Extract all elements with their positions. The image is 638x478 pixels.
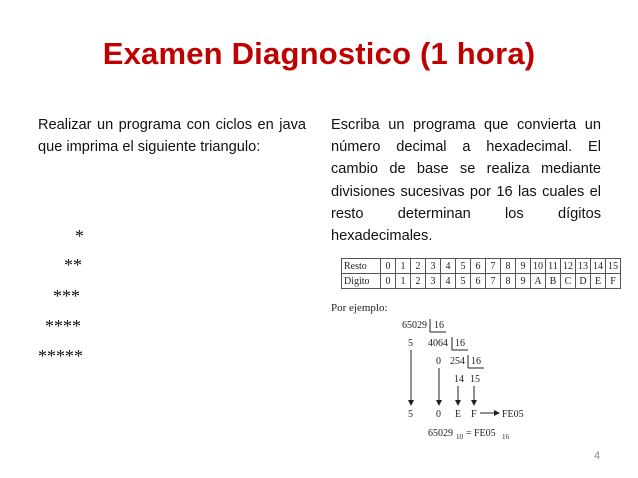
- example-label: Por ejemplo:: [331, 302, 388, 314]
- table-cell: A: [531, 274, 546, 289]
- triangle-row-5: *****: [38, 346, 83, 366]
- table-cell: C: [561, 274, 576, 289]
- division-divisor-1: 16: [434, 320, 444, 331]
- table-cell: 10: [531, 259, 546, 274]
- table-cell: 5: [456, 259, 471, 274]
- result-digit: F: [471, 409, 477, 420]
- table-cell: 3: [426, 259, 441, 274]
- table-cell: 8: [501, 259, 516, 274]
- table-row-digito: [342, 274, 621, 289]
- table-cell: 7: [486, 274, 501, 289]
- table-cell: 0: [381, 259, 396, 274]
- long-division-diagram: [380, 312, 560, 442]
- table-cell: 6: [471, 259, 486, 274]
- table-cell: F: [606, 274, 621, 289]
- slide-title: Examen Diagnostico (1 hora): [102, 36, 536, 71]
- right-instruction-text: Escriba un programa que convierta un número decimal a hexadecimal. El cambio de base se realiza mediante divisiones sucesivas por 16 las cuales el resto determinan los dígitos hexadecimales.: [331, 117, 601, 245]
- division-quotient-2: 254: [450, 356, 465, 367]
- svg-text:=: =: [466, 428, 472, 439]
- triangle-row-4: ****: [45, 316, 81, 336]
- table-cell: 0: [381, 274, 396, 289]
- result-digit: E: [455, 409, 462, 420]
- division-dividend: 65029: [402, 320, 427, 331]
- triangle-row-3: ***: [53, 286, 80, 306]
- table-cell: 6: [471, 274, 486, 289]
- division-remainder-1: 5: [408, 338, 413, 349]
- table-cell: 2: [411, 274, 426, 289]
- table-cell: 11: [546, 259, 561, 274]
- table-cell: 4: [441, 274, 456, 289]
- table-row-label: Digito: [342, 274, 381, 289]
- table-cell: 3: [426, 274, 441, 289]
- slide-number: 4: [594, 450, 601, 462]
- division-remainder-3: 14: [454, 374, 464, 385]
- table-cell: 1: [396, 259, 411, 274]
- hex-conversion-table: [341, 258, 621, 289]
- division-quotient-3: 15: [470, 374, 480, 385]
- division-quotient-1: 4064: [428, 338, 448, 349]
- left-instruction-text: Realizar un programa con ciclos en java que imprima el siguiente triangulo:: [38, 117, 306, 156]
- table-cell: B: [546, 274, 561, 289]
- triangle-row-1: *: [75, 226, 84, 246]
- table-cell: 9: [516, 259, 531, 274]
- table-cell: 9: [516, 274, 531, 289]
- equation-base-10: 10: [456, 433, 463, 441]
- table-row-resto: [342, 259, 621, 274]
- table-cell: 7: [486, 259, 501, 274]
- equation-decimal: 65029: [428, 428, 453, 439]
- equation-base-16: 16: [502, 433, 509, 441]
- table-cell: E: [591, 274, 606, 289]
- table-cell: 5: [456, 274, 471, 289]
- division-divisor-3: 16: [471, 356, 481, 367]
- table-cell: 8: [501, 274, 516, 289]
- division-remainder-2: 0: [436, 356, 441, 367]
- triangle-row-2: **: [64, 255, 82, 275]
- table-row-label: Resto: [342, 259, 381, 274]
- table-cell: 14: [591, 259, 606, 274]
- table-cell: 13: [576, 259, 591, 274]
- result-digit: 0: [436, 409, 441, 420]
- table-cell: 2: [411, 259, 426, 274]
- table-cell: 1: [396, 274, 411, 289]
- table-cell: D: [576, 274, 591, 289]
- table-cell: 12: [561, 259, 576, 274]
- result-hex-value: FE05: [502, 409, 524, 420]
- table-cell: 4: [441, 259, 456, 274]
- table-cell: 15: [606, 259, 621, 274]
- division-divisor-2: 16: [455, 338, 465, 349]
- equation-hex: FE05: [474, 428, 496, 439]
- result-digit: 5: [408, 409, 413, 420]
